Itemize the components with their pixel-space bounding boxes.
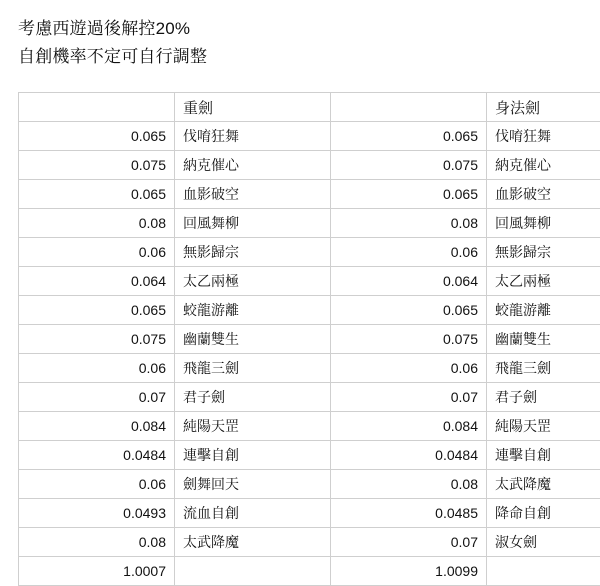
row-value-left: 0.06 <box>19 354 175 383</box>
row-label-right: 連擊自創 <box>487 441 600 470</box>
page-title-line-2: 自創機率不定可自行調整 <box>18 44 582 70</box>
row-label-right: 蛟龍游離 <box>487 296 600 325</box>
row-value-left: 0.075 <box>19 325 175 354</box>
row-label-right: 降命自創 <box>487 499 600 528</box>
row-value-right: 0.065 <box>331 180 487 209</box>
total-blank-right <box>487 557 600 586</box>
header-column-2-title: 身法劍 <box>487 93 600 122</box>
page-title-line-1: 考慮西遊過後解控20% <box>18 16 582 42</box>
row-label-right: 納克催心 <box>487 151 600 180</box>
table-header-row <box>19 93 600 122</box>
row-label-left: 連擊自創 <box>175 441 331 470</box>
row-value-right: 0.07 <box>331 528 487 557</box>
table-row <box>19 238 600 267</box>
row-label-right: 君子劍 <box>487 383 600 412</box>
table-total-row <box>19 557 600 586</box>
row-label-right: 血影破空 <box>487 180 600 209</box>
row-label-left: 太武降魔 <box>175 528 331 557</box>
table-row <box>19 180 600 209</box>
row-value-right: 0.06 <box>331 354 487 383</box>
row-label-right: 飛龍三劍 <box>487 354 600 383</box>
row-label-right: 回風舞柳 <box>487 209 600 238</box>
row-label-left: 流血自創 <box>175 499 331 528</box>
row-value-right: 0.065 <box>331 122 487 151</box>
table-row <box>19 122 600 151</box>
row-value-right: 0.075 <box>331 151 487 180</box>
row-value-left: 0.08 <box>19 528 175 557</box>
row-label-right: 純陽天罡 <box>487 412 600 441</box>
table-row <box>19 441 600 470</box>
row-label-right: 幽蘭雙生 <box>487 325 600 354</box>
skill-probability-table <box>18 92 600 586</box>
header-blank-left <box>19 93 175 122</box>
table-row <box>19 383 600 412</box>
row-label-right: 淑女劍 <box>487 528 600 557</box>
row-value-right: 0.06 <box>331 238 487 267</box>
row-value-right: 0.08 <box>331 470 487 499</box>
row-label-left: 劍舞回天 <box>175 470 331 499</box>
row-label-left: 血影破空 <box>175 180 331 209</box>
row-label-left: 飛龍三劍 <box>175 354 331 383</box>
row-value-right: 0.0485 <box>331 499 487 528</box>
row-value-left: 0.08 <box>19 209 175 238</box>
row-label-left: 伐唷狂舞 <box>175 122 331 151</box>
table-row <box>19 528 600 557</box>
table-row <box>19 267 600 296</box>
row-label-right: 伐唷狂舞 <box>487 122 600 151</box>
table-row <box>19 151 600 180</box>
header-column-1-title: 重劍 <box>175 93 331 122</box>
row-value-left: 0.06 <box>19 470 175 499</box>
row-label-left: 回風舞柳 <box>175 209 331 238</box>
row-label-left: 納克催心 <box>175 151 331 180</box>
row-label-left: 幽蘭雙生 <box>175 325 331 354</box>
row-value-left: 0.0493 <box>19 499 175 528</box>
row-value-right: 0.064 <box>331 267 487 296</box>
table-row <box>19 412 600 441</box>
row-value-left: 0.084 <box>19 412 175 441</box>
row-value-right: 0.084 <box>331 412 487 441</box>
row-value-left: 0.065 <box>19 180 175 209</box>
row-label-left: 純陽天罡 <box>175 412 331 441</box>
row-value-right: 0.07 <box>331 383 487 412</box>
table-row <box>19 325 600 354</box>
row-value-left: 0.06 <box>19 238 175 267</box>
table-row <box>19 209 600 238</box>
total-value-right: 1.0099 <box>331 557 487 586</box>
row-label-right: 太乙兩極 <box>487 267 600 296</box>
row-value-left: 0.0484 <box>19 441 175 470</box>
total-value-left: 1.0007 <box>19 557 175 586</box>
table-row <box>19 499 600 528</box>
row-label-left: 無影歸宗 <box>175 238 331 267</box>
table-row <box>19 296 600 325</box>
row-label-left: 太乙兩極 <box>175 267 331 296</box>
row-value-right: 0.08 <box>331 209 487 238</box>
row-label-right: 太武降魔 <box>487 470 600 499</box>
row-value-right: 0.0484 <box>331 441 487 470</box>
table-row <box>19 470 600 499</box>
total-blank-left <box>175 557 331 586</box>
table-body <box>19 93 600 586</box>
header-blank-right <box>331 93 487 122</box>
row-label-left: 君子劍 <box>175 383 331 412</box>
row-value-left: 0.064 <box>19 267 175 296</box>
row-value-right: 0.065 <box>331 296 487 325</box>
row-label-left: 蛟龍游離 <box>175 296 331 325</box>
row-value-left: 0.07 <box>19 383 175 412</box>
row-value-left: 0.065 <box>19 122 175 151</box>
row-label-right: 無影歸宗 <box>487 238 600 267</box>
row-value-left: 0.065 <box>19 296 175 325</box>
row-value-left: 0.075 <box>19 151 175 180</box>
row-value-right: 0.075 <box>331 325 487 354</box>
table-row <box>19 354 600 383</box>
